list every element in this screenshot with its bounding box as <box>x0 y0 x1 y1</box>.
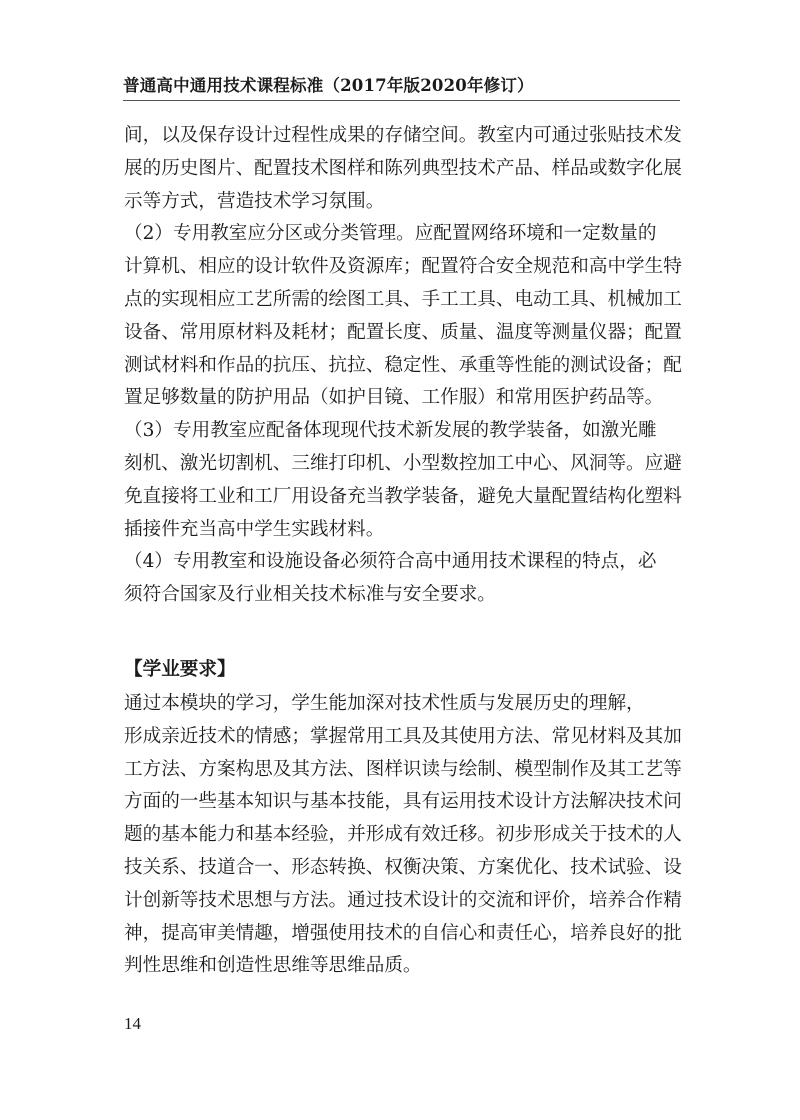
text-line: 神，提高审美情趣，增强使用技术的自信心和责任心，培养良好的批 <box>124 922 682 944</box>
page-number: 14 <box>124 1014 141 1033</box>
text-line: 计创新等技术思想与方法。通过技术设计的交流和评价，培养合作精 <box>124 889 682 911</box>
text-line: 置足够数量的防护用品（如护目镜、工作服）和常用医护药品等。 <box>124 387 664 409</box>
text-line: 示等方式，营造技术学习氛围。 <box>124 190 385 212</box>
text-line: 工方法、方案构思及其方法、图样识读与绘制、模型制作及其工艺等 <box>124 758 682 780</box>
text-line: 方面的一些基本知识与基本技能，具有运用技术设计方法解决技术问 <box>124 791 682 813</box>
text-line: 形成亲近技术的情感；掌握常用工具及其使用方法、常见材料及其加 <box>124 725 682 747</box>
text-line: 点的实现相应工艺所需的绘图工具、手工工具、电动工具、机械加工 <box>124 288 682 310</box>
text-line: （3）专用教室应配备体现现代技术新发展的教学装备，如激光雕 <box>124 420 657 442</box>
text-line: 间，以及保存设计过程性成果的存储空间。教室内可通过张贴技术发 <box>124 125 682 146</box>
text-line: 判性思维和创造性思维等思维品质。 <box>124 955 422 977</box>
text-line: 插接件充当高中学生实践材料。 <box>124 518 385 540</box>
text-line: 免直接将工业和工厂用设备充当教学装备，避免大量配置结构化塑料 <box>124 485 682 507</box>
text-line: 技关系、技道合一、形态转换、权衡决策、方案优化、技术试验、设 <box>124 856 682 878</box>
text-line: （2）专用教室应分区或分类管理。应配置网络环境和一定数量的 <box>124 223 657 245</box>
text-line: 题的基本能力和基本经验，并形成有效迁移。初步形成关于技术的人 <box>124 824 682 846</box>
text-line: 计算机、相应的设计软件及资源库；配置符合安全规范和高中学生特 <box>124 256 682 278</box>
text-line: 展的历史图片、配置技术图样和陈列典型技术产品、样品或数字化展 <box>124 157 682 179</box>
text-line: 刻机、激光切割机、三维打印机、小型数控加工中心、风洞等。应避 <box>124 452 682 474</box>
section-heading: 【学业要求】 <box>124 658 236 680</box>
text-line: 设备、常用原材料及耗材；配置长度、质量、温度等测量仪器；配置 <box>124 321 682 343</box>
text-line: 须符合国家及行业相关技术标准与安全要求。 <box>124 584 496 606</box>
running-header: 普通高中通用技术课程标准（2017年版2020年修订） <box>123 76 534 95</box>
section-gap <box>124 612 670 654</box>
page-body <box>124 120 682 983</box>
text-line: （4）专用教室和设施设备必须符合高中通用技术课程的特点，必 <box>124 551 657 573</box>
text-line: 通过本模块的学习，学生能加深对技术性质与发展历史的理解， <box>124 692 645 714</box>
header-rule <box>123 100 680 101</box>
text-line: 测试材料和作品的抗压、抗拉、稳定性、承重等性能的测试设备；配 <box>124 354 682 376</box>
